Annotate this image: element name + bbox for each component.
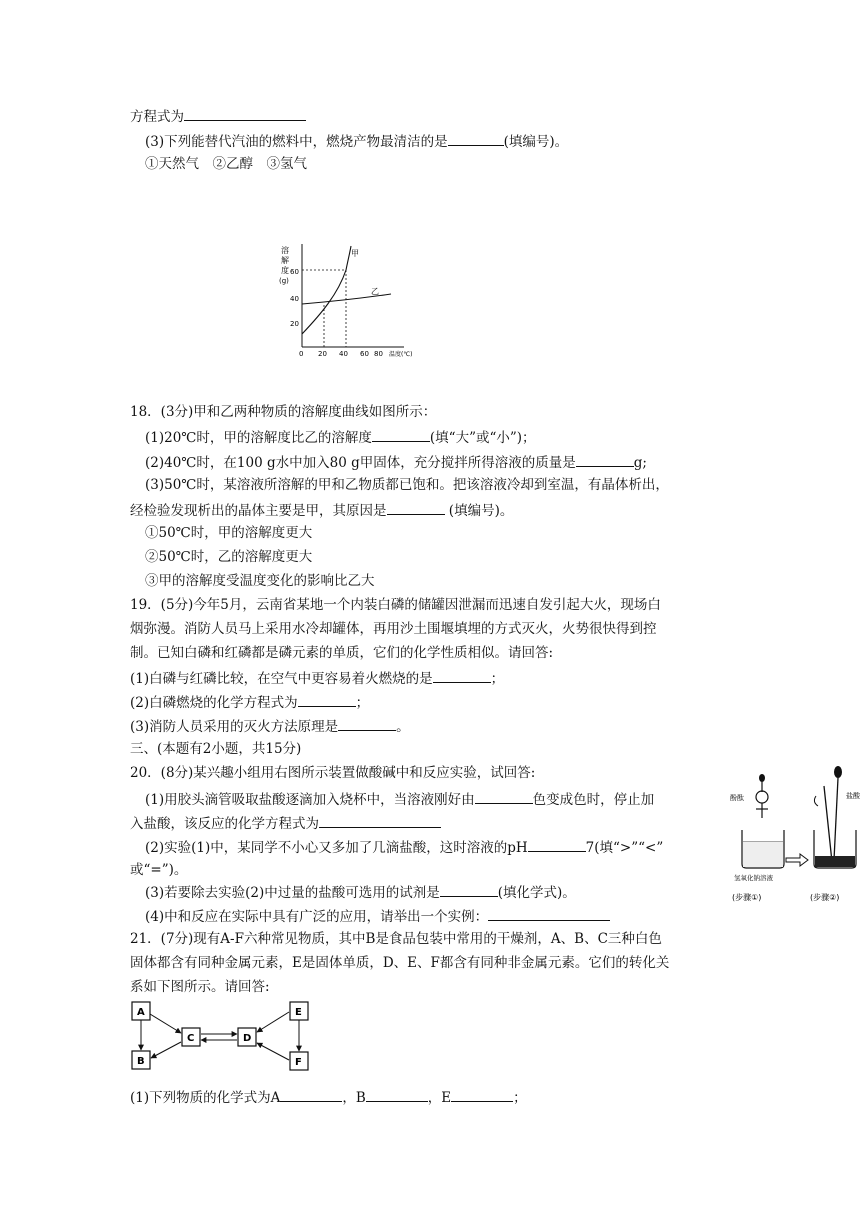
q20-part3: (3)若要除去实验(2)中过量的盐酸可选用的试剂是 (填化学式)。 (145, 882, 576, 902)
q19-line-2: 烟弥漫。消防人员马上采用水冷却罐体，再用沙土围堰填埋的方式灭火，火势很快得到控 (130, 621, 657, 637)
answer-blank[interactable] (372, 427, 430, 442)
q17-line-a: 方程式为 (130, 106, 306, 126)
step2-caption: (步骤②) (810, 893, 840, 902)
node-d-label: D (243, 1033, 252, 1044)
curve-jia (302, 246, 351, 334)
separatory-funnel-bulb (756, 791, 768, 803)
x-tick-80: 80 (374, 350, 383, 358)
q20-part2b: 或“=”)。 (130, 862, 188, 878)
q18-intro: 18．(3分)甲和乙两种物质的溶解度曲线如图所示： (130, 404, 437, 420)
answer-blank[interactable] (433, 668, 491, 683)
solubility-graph (276, 244, 416, 364)
answer-blank[interactable] (338, 716, 396, 731)
x-axis-label: 温度(℃) (389, 351, 413, 358)
arrow-e-d (257, 1012, 289, 1032)
y-tick-40: 40 (290, 295, 299, 303)
answer-blank[interactable] (528, 837, 586, 852)
q17-options: ①天然气 ②乙醇 ③氢气 (145, 156, 307, 172)
conversion-diagram (128, 998, 328, 1080)
step1-apparatus (730, 774, 784, 882)
arrow-a-c (150, 1014, 181, 1033)
y-tick-20: 20 (290, 320, 299, 328)
q19-part1: (1)白磷与红磷比较，在空气中更容易着火燃烧的是 ； (130, 668, 504, 688)
q21-line-1: 21．(7分)现有A-F六种常见物质，其中B是食品包装中常用的干燥剂，A、B、C三种白色 (130, 931, 662, 947)
dropper-bulb-top (759, 774, 765, 782)
q19-line-3: 制。已知白磷和红磷都是磷元素的单质，它们的化学性质相似。请回答: (130, 645, 554, 661)
x-tick-40: 40 (339, 350, 348, 358)
q20-part1b: 入盐酸，该反应的化学方程式为 (130, 813, 441, 833)
hcl-label: 盐酸 (846, 792, 860, 800)
q18-part2: (2)40℃时，在100 g水中加入80 g甲固体，充分搅拌所得溶液的质量是 g; (145, 452, 647, 472)
arrow-f-d (257, 1043, 289, 1060)
section-3-heading: 三、(本题有2小题，共15分) (130, 741, 302, 757)
y-label-4: (g) (279, 277, 289, 285)
q19-line-1: 19．(5分)今年5月，云南省某地一个内装白磷的储罐因泄漏而迅速自发引起大火，现场白 (130, 597, 661, 613)
y-label-1: 溶 (281, 246, 289, 255)
q20-part1a: (1)用胶头滴管吸取盐酸逐滴加入烧杯中，当溶液刚好由 色变成色时，停止加 (145, 789, 654, 809)
q21-line-3: 系如下图所示。请回答: (130, 979, 270, 995)
answer-blank[interactable] (280, 1087, 342, 1102)
q18-part1: (1)20℃时，甲的溶解度比乙的溶解度 (填“大”或“小”)； (145, 427, 536, 447)
arrow-c-b (151, 1042, 181, 1058)
node-c-label: C (187, 1033, 195, 1044)
x-tick-20: 20 (318, 350, 327, 358)
answer-blank[interactable] (475, 789, 533, 804)
answer-blank[interactable] (387, 500, 445, 515)
series-label-yi: 乙 (371, 287, 379, 296)
q20-part2a: (2)实验(1)中，某同学不小心又多加了几滴盐酸，这时溶液的pH 7(填“>”“<” (145, 837, 663, 857)
x-tick-0: 0 (299, 350, 304, 358)
solution-2 (815, 856, 855, 867)
node-b-label: B (137, 1056, 145, 1067)
y-label-3: 度 (281, 266, 289, 275)
answer-blank[interactable] (298, 692, 356, 707)
y-label-2: 解 (281, 256, 289, 265)
q21-part1: (1)下列物质的化学式为A ，B ，E ； (130, 1087, 527, 1107)
dropper-bulb (834, 766, 842, 778)
answer-blank[interactable] (451, 1087, 513, 1102)
q18-option-3: ③甲的溶解度受温度变化的影响比乙大 (145, 573, 375, 589)
q18-option-1: ①50℃时，甲的溶解度更大 (145, 525, 313, 541)
arrow-icon (786, 854, 808, 866)
answer-blank[interactable] (184, 106, 306, 121)
acid-label: 酚酞 (730, 794, 744, 802)
stirring-rod (824, 786, 832, 862)
y-tick-60: 60 (290, 268, 299, 276)
q20-intro: 20．(8分)某兴趣小组用右图所示装置做酸碱中和反应实验，试回答: (130, 765, 536, 781)
step1-caption: (步骤①) (732, 893, 762, 902)
answer-blank[interactable] (488, 906, 610, 921)
q18-option-2: ②50℃时，乙的溶解度更大 (145, 549, 313, 565)
solution-1 (743, 842, 783, 867)
q17-line-b: (3)下列能替代汽油的燃料中，燃烧产物最清洁的是 (填编号)。 (145, 131, 568, 151)
dropper-tube (834, 778, 838, 860)
q19-part3: (3)消防人员采用的灭火方法原理是 。 (130, 716, 410, 736)
series-label-jia: 甲 (351, 249, 359, 258)
answer-blank[interactable] (366, 1087, 428, 1102)
x-tick-60: 60 (360, 350, 369, 358)
node-f-label: F (295, 1057, 302, 1068)
answer-blank[interactable] (448, 131, 504, 146)
q18-part3a: (3)50℃时，某溶液所溶解的甲和乙物质都已饱和。把该溶液冷却到室温，有晶体析出， (145, 477, 669, 493)
answer-blank[interactable] (576, 452, 634, 467)
stir-arrow (814, 796, 818, 806)
q19-part2: (2)白磷燃烧的化学方程式为 ； (130, 692, 369, 712)
q20-part4: (4)中和反应在实际中具有广泛的应用，请举出一个实例： (145, 906, 610, 926)
node-a-label: A (137, 1007, 145, 1018)
titration-figure (728, 764, 864, 910)
node-e-label: E (295, 1007, 302, 1018)
step2-apparatus (814, 766, 861, 868)
q21-line-2: 固体都含有同种金属元素，E是固体单质，D、E、F都含有同种非金属元素。它们的转化关 (130, 955, 670, 971)
solution-label: 氢氧化钠溶液 (734, 874, 773, 882)
q18-part3b: 经检验发现析出的晶体主要是甲，其原因是 (填编号)。 (130, 500, 513, 520)
answer-blank[interactable] (440, 882, 498, 897)
answer-blank[interactable] (319, 813, 441, 828)
